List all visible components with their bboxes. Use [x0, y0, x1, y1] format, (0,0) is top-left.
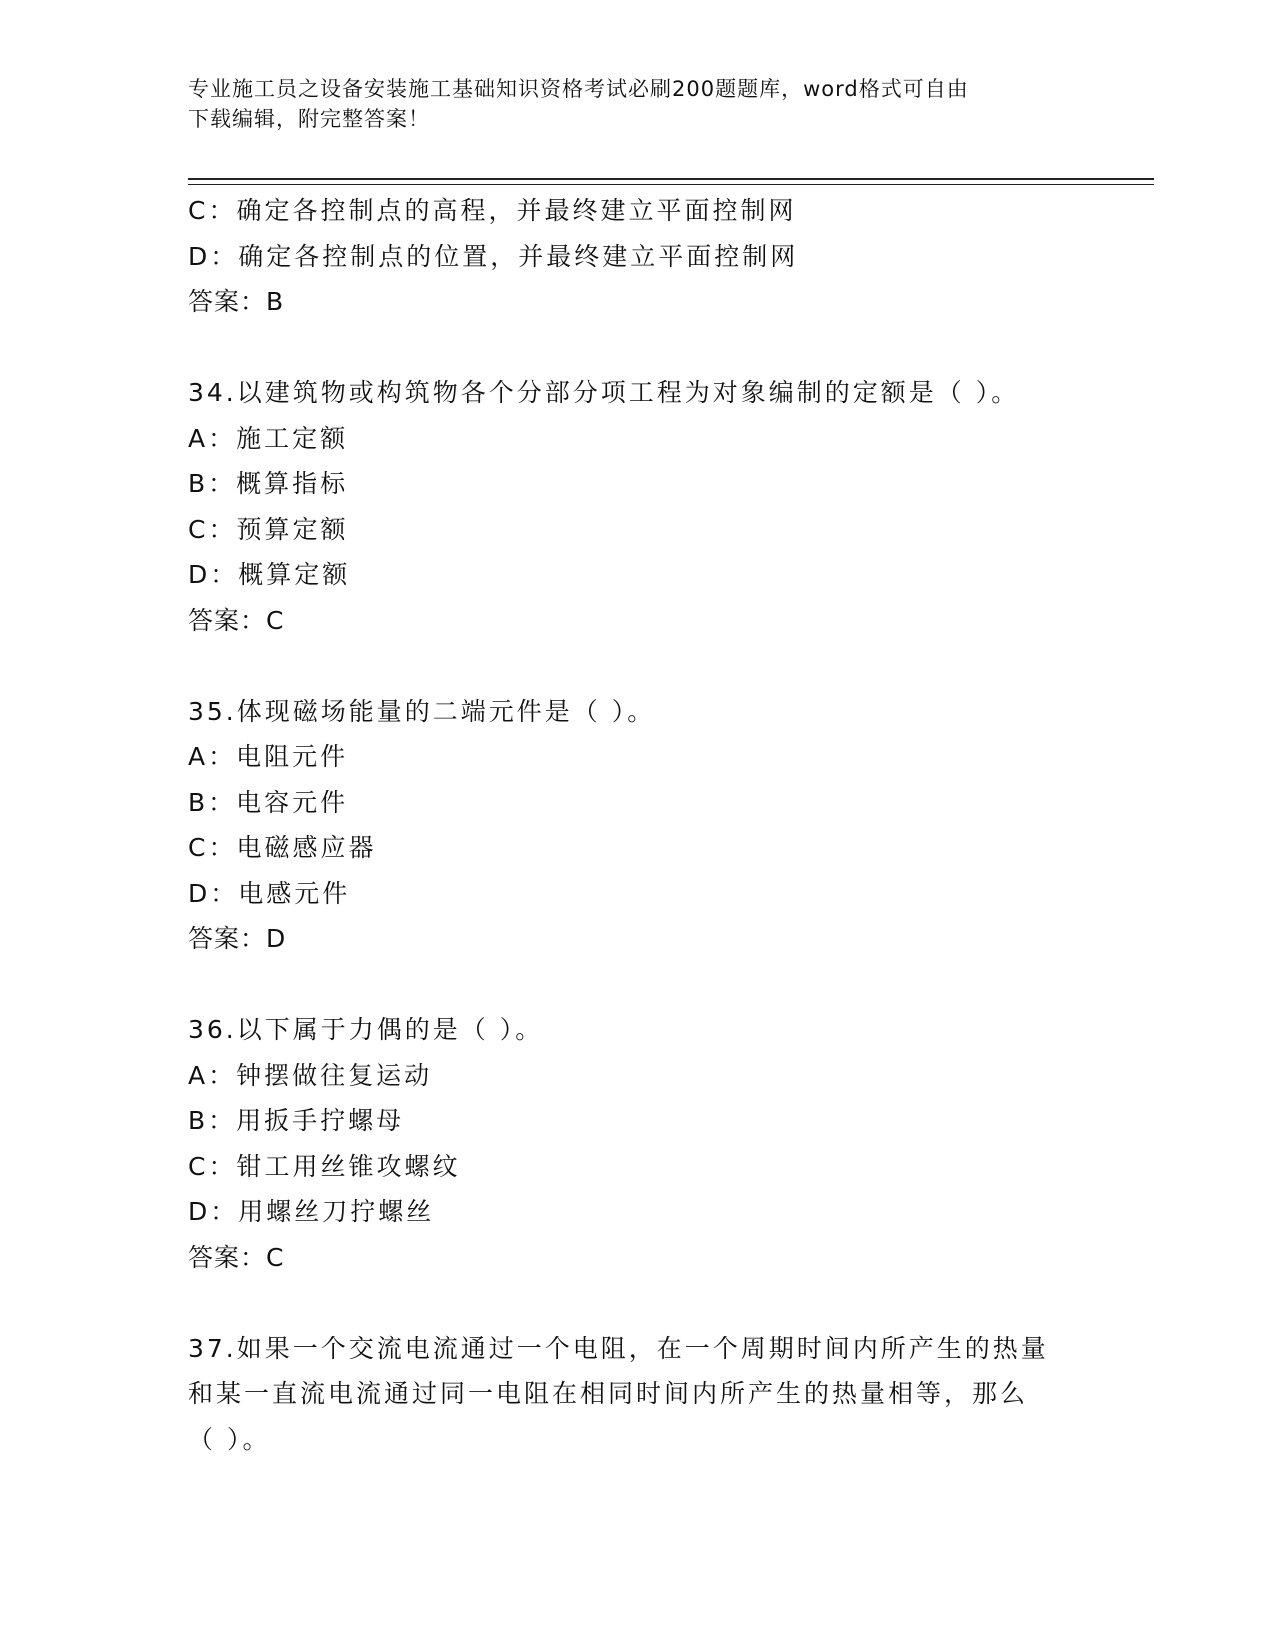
option-c: C：钳工用丝锥攻螺纹: [188, 1151, 461, 1181]
answer-label: 答案：D: [188, 924, 287, 953]
question-stem-line-3: （ ）。: [188, 1424, 271, 1454]
spacer: [188, 325, 1088, 371]
answer-label: 答案：C: [188, 605, 285, 635]
option-a: A：施工定额: [188, 423, 349, 453]
answer-label: 答案：C: [188, 1242, 285, 1272]
answer-label: 答案：B: [188, 287, 285, 316]
option-c: C：电磁感应器: [188, 833, 377, 862]
option-a: A：电阻元件: [188, 742, 349, 771]
question-stem: 35.体现磁场能量的二端元件是（ ）。: [188, 696, 656, 726]
spacer: [188, 962, 1088, 1008]
option-d: D：用螺丝刀拧螺丝: [188, 1197, 435, 1226]
question-block-36: [188, 1007, 1088, 1280]
question-stem: 36.以下属于力偶的是（ ）。: [188, 1015, 544, 1044]
header-divider-thin: [188, 184, 1154, 185]
option-d: D：电感元件: [188, 878, 351, 908]
header-line-1: 专业施工员之设备安装施工基础知识资格考试必刷200题题库，word格式可自由: [188, 77, 969, 101]
header-divider-thick: [188, 178, 1154, 180]
question-block-35: [188, 689, 1088, 962]
question-stem-line-2: 和某一直流电流通过同一电阻在相同时间内所产生的热量相等，那么: [188, 1379, 1029, 1408]
question-block-33: [188, 188, 1088, 325]
option-c: C：预算定额: [188, 514, 349, 544]
question-block-37: [188, 1326, 1088, 1463]
question-list: [188, 188, 1088, 1462]
option-c: C：确定各控制点的高程，并最终建立平面控制网: [188, 196, 797, 225]
option-b: B：用扳手拧螺母: [188, 1106, 405, 1135]
spacer: [188, 643, 1088, 689]
header-line-2: 下载编辑，附完整答案！: [188, 107, 430, 131]
question-stem-line-1: 37.如果一个交流电流通过一个电阻，在一个周期时间内所产生的热量: [188, 1333, 1049, 1363]
question-block-34: [188, 370, 1088, 643]
option-b: B：概算指标: [188, 469, 349, 498]
option-d: D：概算定额: [188, 560, 351, 589]
question-stem: 34.以建筑物或构筑物各个分部分项工程为对象编制的定额是（ ）。: [188, 378, 1020, 407]
option-a: A：钟摆做往复运动: [188, 1060, 433, 1090]
option-d: D：确定各控制点的位置，并最终建立平面控制网: [188, 241, 799, 271]
option-b: B：电容元件: [188, 787, 349, 817]
spacer: [188, 1280, 1088, 1326]
document-header: [188, 74, 1088, 134]
